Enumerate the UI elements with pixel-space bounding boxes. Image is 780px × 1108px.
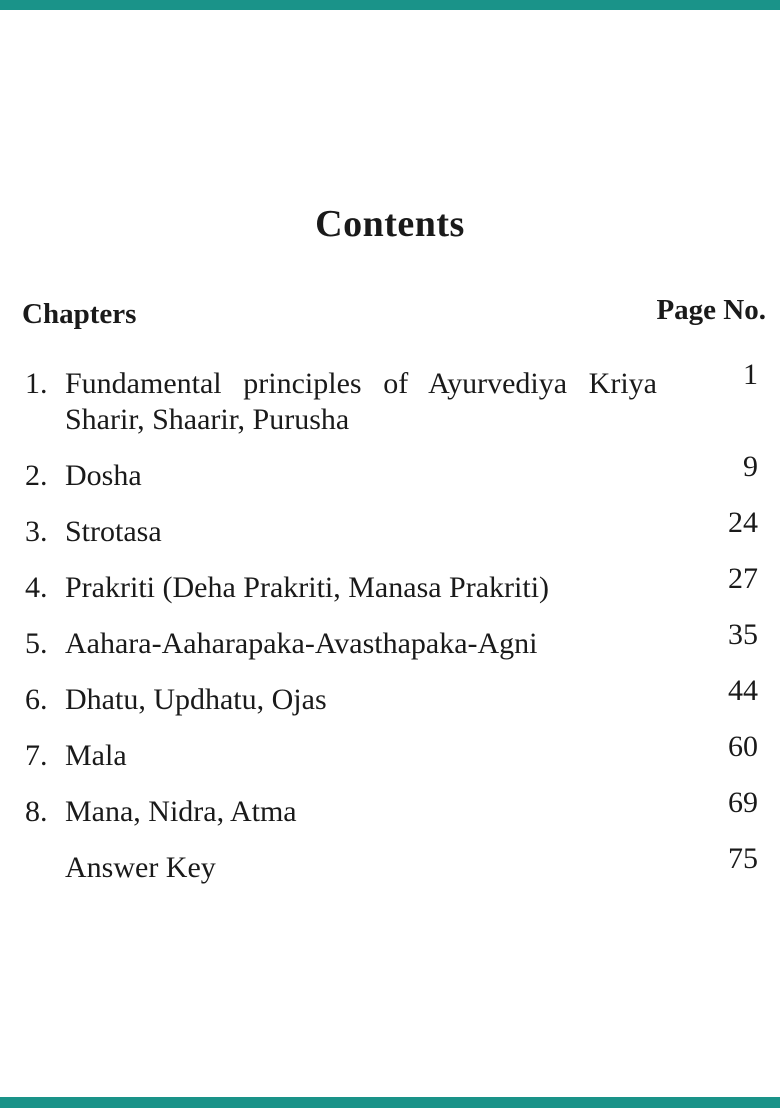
- chapter-title: Dosha: [65, 459, 142, 492]
- chapter-title: Fundamental principles of Ayurvediya Kriya Sharir, Shaarir, Purusha: [65, 367, 657, 436]
- chapter-number: 6.: [25, 683, 48, 716]
- toc-list: [25, 358, 758, 906]
- chapter-title: Mala: [65, 739, 127, 772]
- toc-row-7: [25, 730, 758, 774]
- photo-edge-top-bar: [0, 0, 780, 10]
- chapter-page-number: 24: [728, 506, 758, 539]
- chapters-column-header: Chapters: [22, 298, 137, 330]
- chapter-page-number: 27: [728, 562, 758, 595]
- chapter-number: 7.: [25, 739, 48, 772]
- toc-row-2: [25, 450, 758, 494]
- chapter-number: 4.: [25, 571, 48, 604]
- chapter-page-number: 75: [728, 842, 758, 875]
- chapter-page-number: 60: [728, 730, 758, 763]
- chapter-page-number: 69: [728, 786, 758, 819]
- chapter-number: 8.: [25, 795, 48, 828]
- chapter-page-number: 44: [728, 674, 758, 707]
- chapter-page-number: 1: [743, 358, 758, 391]
- toc-row-4: [25, 562, 758, 606]
- chapter-number: 5.: [25, 627, 48, 660]
- toc-row-8: [25, 786, 758, 830]
- page-no-column-header: Page No.: [656, 294, 766, 326]
- toc-row-1: [25, 358, 758, 438]
- toc-row-answer-key: [25, 842, 758, 886]
- toc-row-5: [25, 618, 758, 662]
- toc-row-6: [25, 674, 758, 718]
- chapter-title: Aahara-Aaharapaka-Avasthapaka-Agni: [65, 627, 538, 660]
- chapter-title: Prakriti (Deha Prakriti, Manasa Prakriti): [65, 571, 550, 604]
- chapter-number: 3.: [25, 515, 48, 548]
- column-headers: [22, 296, 766, 332]
- contents-title: Contents: [315, 203, 465, 245]
- photo-edge-bottom-bar: [0, 1097, 780, 1108]
- chapter-page-number: 9: [743, 450, 758, 483]
- chapter-page-number: 35: [728, 618, 758, 651]
- chapter-number: 1.: [25, 367, 48, 400]
- chapter-title: Mana, Nidra, Atma: [65, 795, 297, 828]
- toc-row-3: [25, 506, 758, 550]
- chapter-title: Answer Key: [65, 851, 216, 884]
- chapter-title: Strotasa: [65, 515, 162, 548]
- chapter-title: Dhatu, Updhatu, Ojas: [65, 683, 327, 716]
- chapter-number: 2.: [25, 459, 48, 492]
